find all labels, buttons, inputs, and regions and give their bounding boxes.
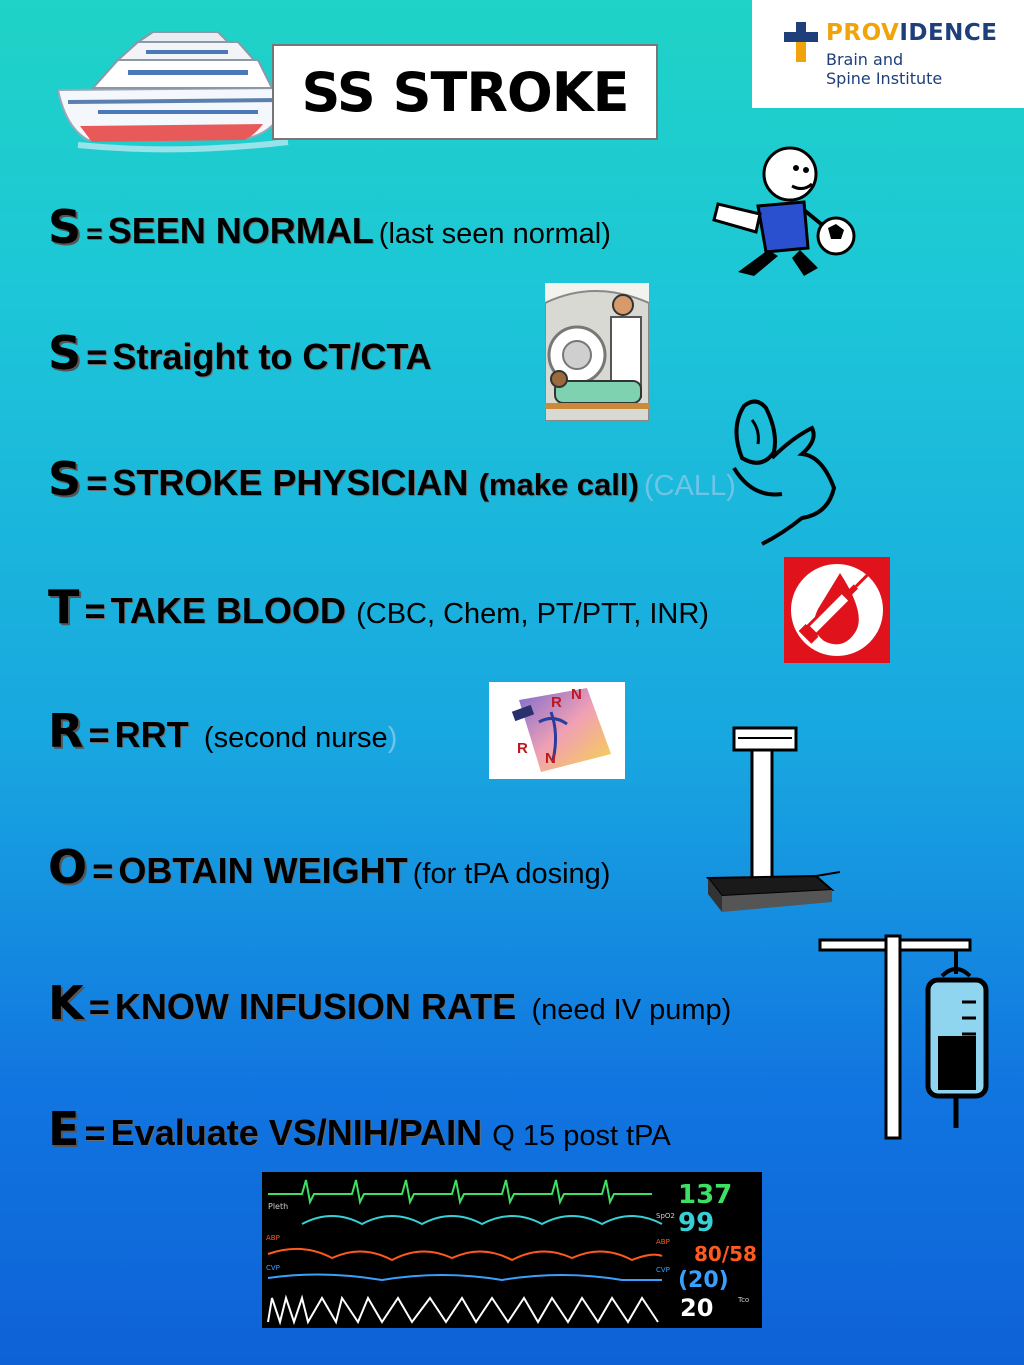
row-note: (for tPA dosing) (412, 858, 611, 890)
spo2-value: 99 (678, 1208, 715, 1238)
cvp-value: (20) (678, 1268, 729, 1293)
rn-letter: R (551, 694, 562, 711)
rn-letter: N (571, 686, 582, 703)
row-seen-normal: S = SEEN NORMAL (last seen normal) (48, 200, 611, 254)
resp-value: 20 (680, 1294, 714, 1322)
weight-scale-icon (704, 726, 844, 918)
monitor-label: CVP (656, 1266, 670, 1274)
row-heading: Straight to CT/CTA (112, 336, 432, 377)
row-letter: O (48, 840, 88, 894)
row-letter: S (48, 452, 82, 506)
row-letter: T (48, 580, 80, 634)
monitor-label: ABP (266, 1234, 280, 1242)
page-title: SS STROKE (301, 60, 629, 124)
row-letter: S (48, 326, 82, 380)
row-letter: E (48, 1102, 80, 1156)
row-heading: TAKE BLOOD (110, 590, 346, 631)
cruise-ship-icon (58, 30, 308, 160)
logo-subtitle: Brain and Spine Institute (826, 50, 943, 88)
monitor-label: SpO2 (656, 1212, 675, 1220)
row-letter: K (48, 976, 84, 1030)
row-straight-to-ct: S = Straight to CT/CTA (48, 326, 432, 380)
row-rrt: R = RRT (second nurse) (48, 704, 398, 758)
row-know-infusion-rate: K = KNOW INFUSION RATE (need IV pump) (48, 976, 732, 1030)
hand-phone-icon (722, 398, 840, 548)
row-note: (make call) (478, 467, 639, 502)
vital-monitor-icon (262, 1172, 762, 1328)
heart-rate-value: 137 (678, 1180, 733, 1210)
rn-letter: R (517, 740, 528, 757)
monitor-label: ABP (656, 1238, 670, 1246)
row-note: (second nurse (203, 722, 388, 754)
monitor-label: Pleth (268, 1202, 289, 1211)
row-evaluate-vs: E = Evaluate VS/NIH/PAIN Q 15 post tPA (48, 1102, 671, 1156)
row-obtain-weight: O = OBTAIN WEIGHT (for tPA dosing) (48, 840, 611, 894)
row-take-blood: T = TAKE BLOOD (CBC, Chem, PT/PTT, INR) (48, 580, 709, 634)
row-heading: OBTAIN WEIGHT (118, 850, 408, 891)
row-heading: KNOW INFUSION RATE (114, 986, 517, 1027)
iv-pole-icon (816, 932, 992, 1142)
row-note: (last seen normal) (378, 218, 611, 250)
row-heading: SEEN NORMAL (107, 210, 374, 251)
row-letter: S (48, 200, 82, 254)
rn-caduceus-icon (489, 682, 625, 779)
providence-cross-icon (784, 22, 818, 62)
row-heading: Evaluate VS/NIH/PAIN (110, 1112, 483, 1153)
logo-name: PROVIDENCE (826, 20, 998, 46)
monitor-label: Tco (738, 1296, 750, 1304)
blood-drop-syringe-icon (784, 557, 890, 663)
row-stroke-physician: S = STROKE PHYSICIAN (make call) (CALL) (48, 452, 736, 506)
row-heading: STROKE PHYSICIAN (112, 462, 469, 503)
row-faint-note: (CALL) (643, 470, 736, 502)
row-note: (CBC, Chem, PT/PTT, INR) (356, 598, 709, 630)
monitor-label: CVP (266, 1264, 280, 1272)
abp-value: 80/58 (694, 1242, 757, 1266)
row-note: Q 15 post tPA (492, 1120, 671, 1152)
row-letter: R (48, 704, 84, 758)
row-heading: RRT (114, 714, 189, 755)
soccer-player-icon (708, 144, 860, 278)
title-box (272, 44, 658, 140)
row-note: (need IV pump) (531, 994, 732, 1026)
rn-letter: N (545, 750, 556, 767)
ct-scanner-icon (545, 283, 649, 421)
